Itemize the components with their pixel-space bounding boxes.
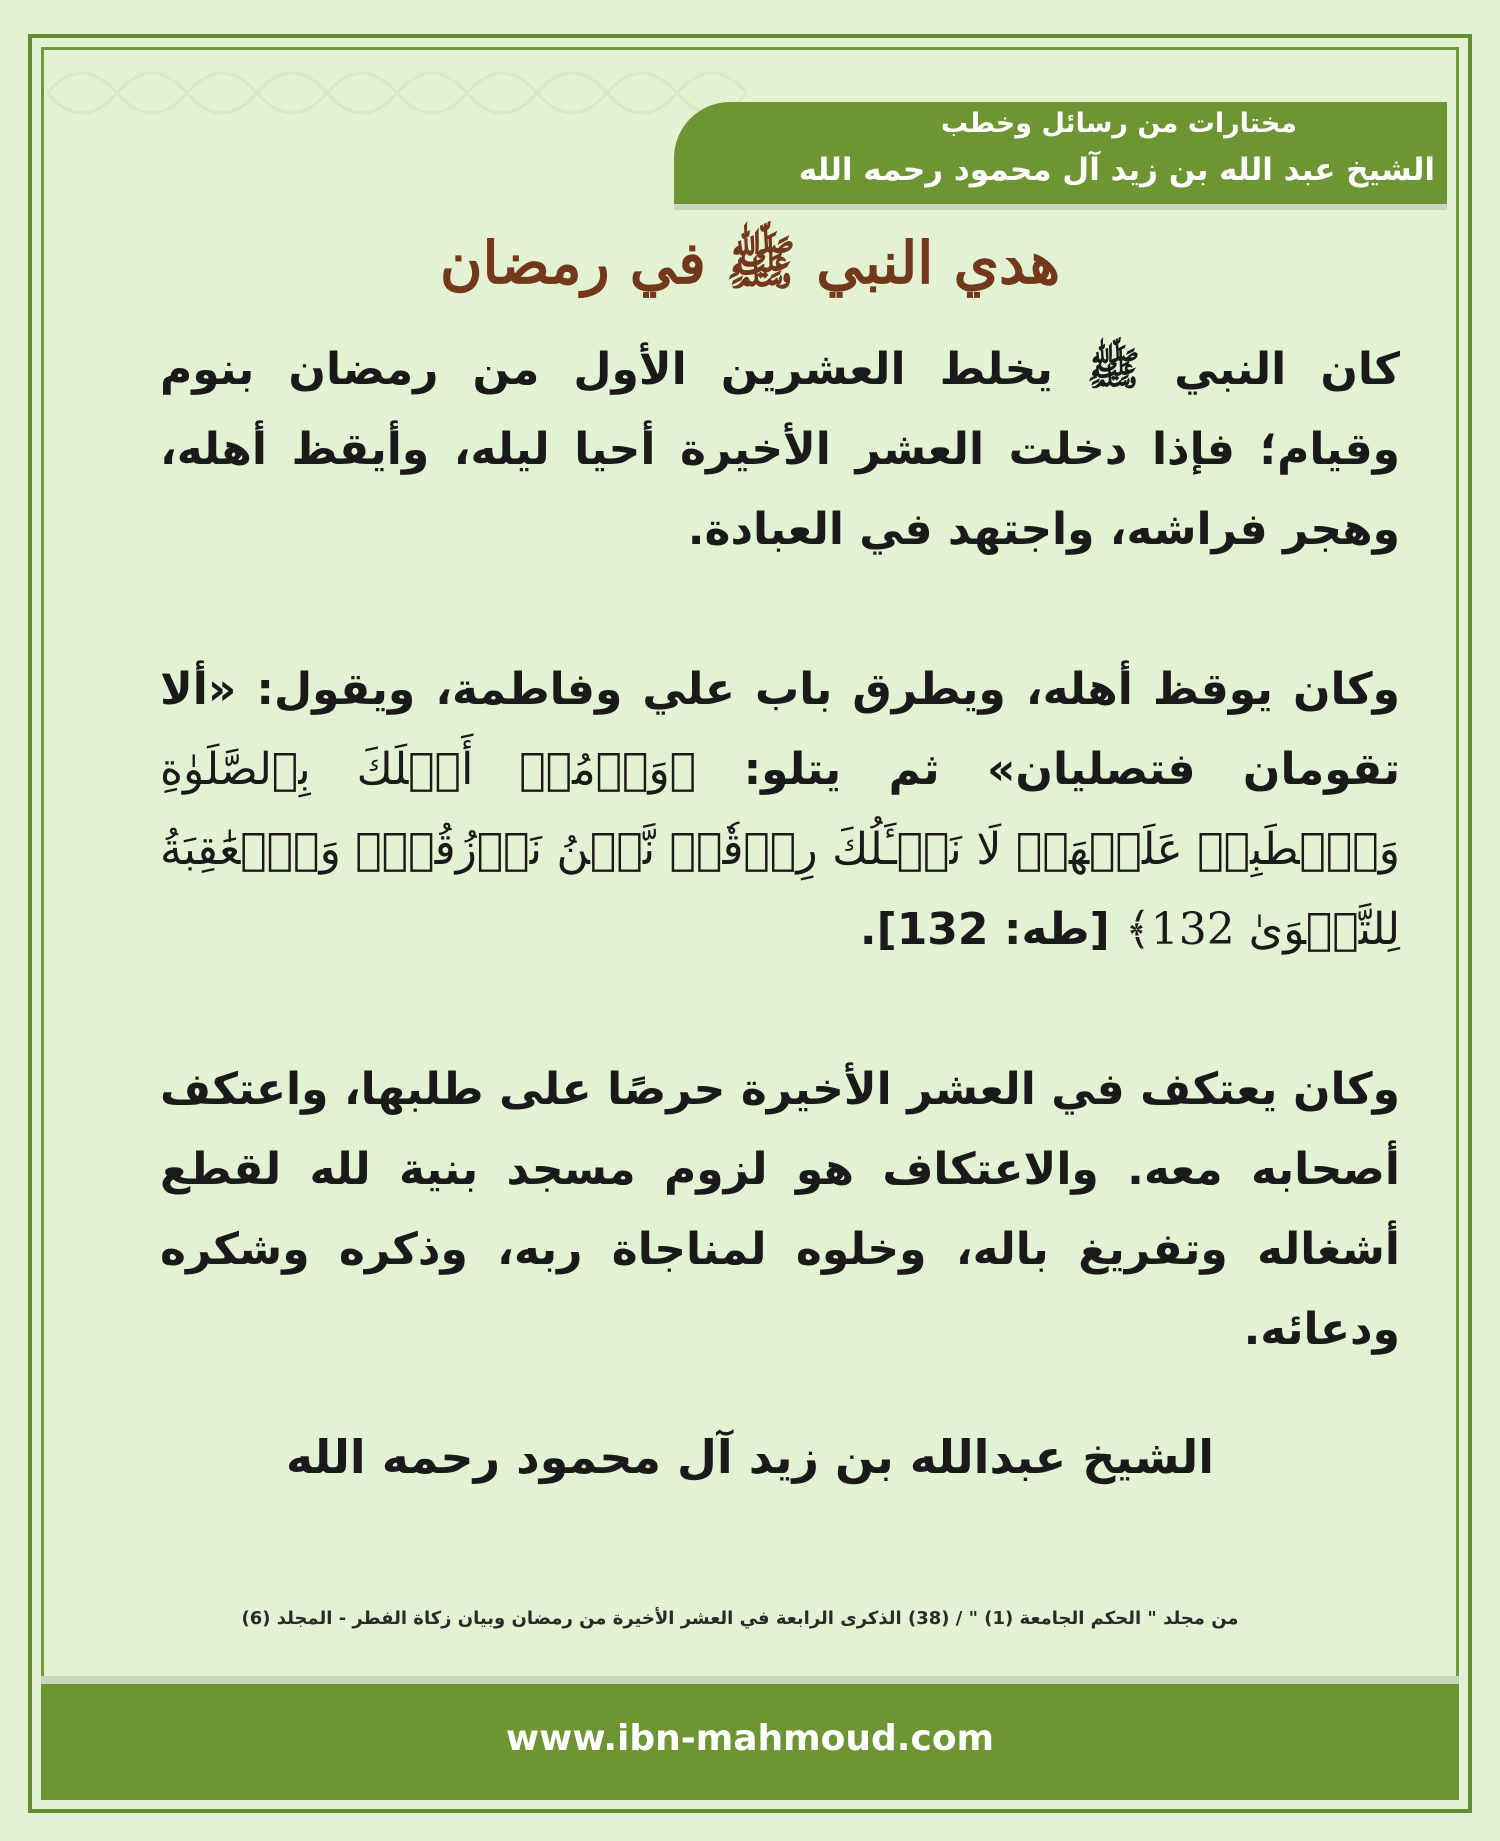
paragraph-2 (160, 650, 1400, 970)
header-collection-title: مختارات من رسائل وخطب (940, 108, 1297, 139)
article-body (160, 330, 1400, 1370)
paragraph-2-text: وكان يوقظ أهله، ويطرق باب علي وفاطمة، ويقول: «ألا تقومان فتصليان» ثم يتلو: (160, 664, 1400, 795)
quran-verse: ﴿وَأۡمُرۡ أَهۡلَكَ بِٱلصَّلَوٰةِ وَٱصۡطَبِرۡ عَلَيۡهَاۖ لَا نَسۡـَٔلُكَ رِزۡقٗاۖ نَّحۡنُ نَرۡزُقُكَۗ وَٱلۡعَٰقِبَةُ لِلتَّقۡوَىٰ 132﴾ (160, 744, 1400, 955)
header-author-name: الشيخ عبد الله بن زيد آل محمود رحمه الله (798, 152, 1435, 188)
page-title: هدي النبي ﷺ في رمضان (439, 229, 1061, 297)
source-citation: من مجلد " الحكم الجامعة (1) " / (38) الذكرى الرابعة في العشر الأخيرة من رمضان وبيان زكاة الفطر - المجلد (6) (241, 1608, 1239, 1629)
paragraph-3: وكان يعتكف في العشر الأخيرة حرصًا على طلبها، واعتكف أصحابه معه. والاعتكاف هو لزوم مسجد بنية لله لقطع أشغاله وتفريغ باله، وخلوه لمناجاة ربه، وذكره وشكره ودعائه. (160, 1064, 1400, 1355)
paragraph-1: كان النبي ﷺ يخلط العشرين الأول من رمضان بنوم وقيام؛ فإذا دخلت العشر الأخيرة أحيا ليله، وأيقظ أهله، وهجر فراشه، واجتهد في العبادة. (160, 344, 1400, 555)
website-link[interactable]: www.ibn-mahmoud.com (505, 1718, 995, 1759)
signature: الشيخ عبدالله بن زيد آل محمود رحمه الله (285, 1430, 1215, 1484)
header-banner (674, 102, 1447, 204)
verse-reference: [طه: 132]. (859, 904, 1126, 955)
footer-banner (41, 1676, 1459, 1800)
